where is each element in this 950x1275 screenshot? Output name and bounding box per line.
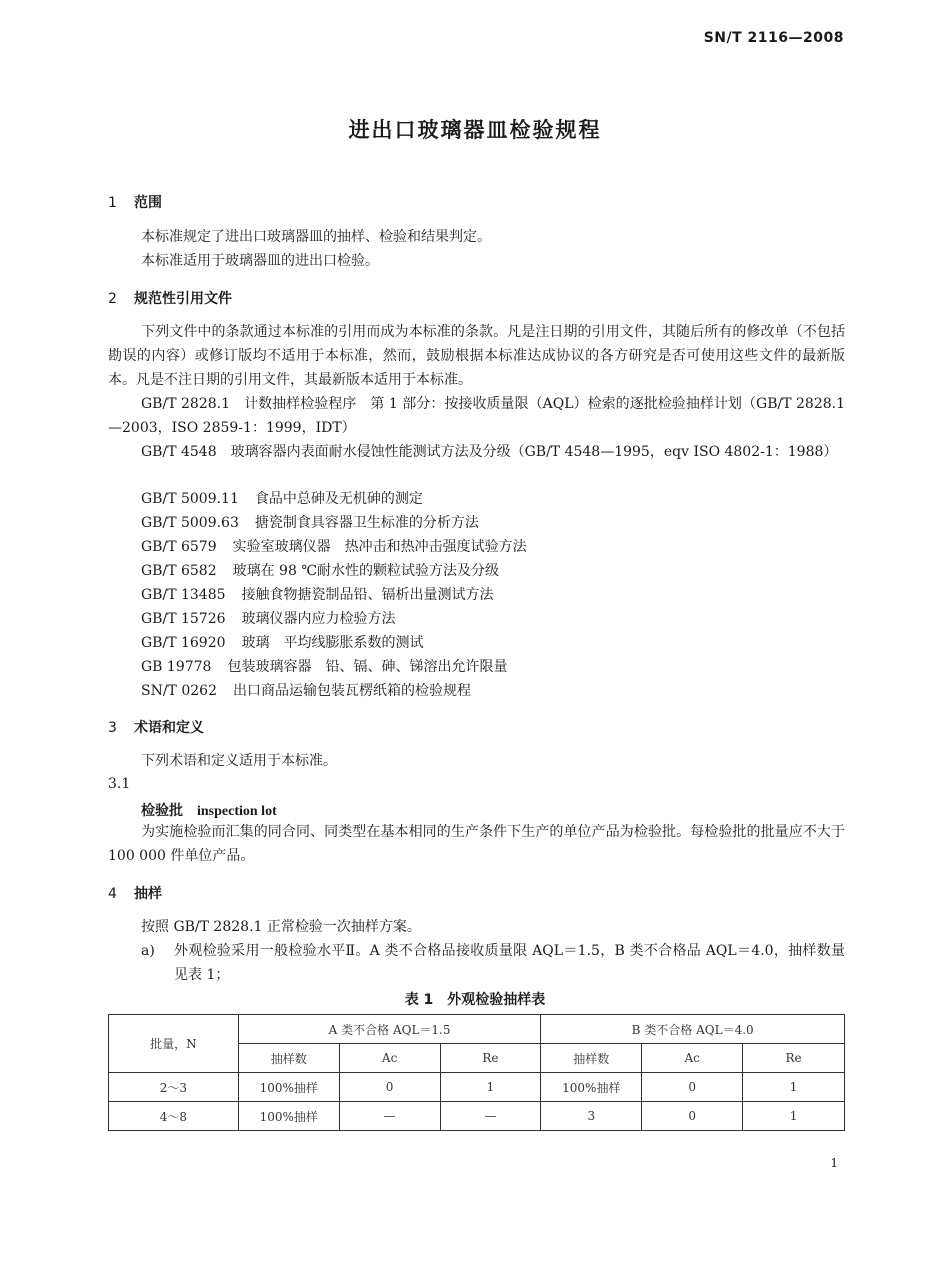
reference-title: 玻璃容器内表面耐水侵蚀性能测试方法及分级（GB/T 4548—1995，eqv ISO 4802-1：1988）	[230, 444, 838, 460]
column-header: Re	[743, 1044, 845, 1073]
reference-code: GB/T 2828.1	[141, 396, 230, 412]
table-cell: 0	[642, 1102, 743, 1131]
paragraph: 下列术语和定义适用于本标准。	[141, 753, 337, 769]
sampling-table	[108, 1014, 845, 1131]
table-cell: 4～8	[109, 1102, 239, 1131]
group-b-header: B 类不合格 AQL＝4.0	[541, 1015, 845, 1044]
reference-code: GB/T 6579	[141, 539, 217, 555]
column-header: 抽样数	[238, 1044, 339, 1073]
table-cell: 100%抽样	[541, 1073, 642, 1102]
column-header: Ac	[642, 1044, 743, 1073]
reference-title: 出口商品运输包装瓦楞纸箱的检验规程	[232, 683, 471, 699]
reference-title: 接触食物搪瓷制品铅、镉析出量测试方法	[241, 587, 494, 603]
table-cell: 100%抽样	[238, 1073, 339, 1102]
reference-code: GB/T 6582	[141, 563, 217, 579]
reference-item	[141, 512, 479, 532]
section-title: 规范性引用文件	[134, 291, 232, 307]
intro-text: 下列文件中的条款通过本标准的引用而成为本标准的条款。凡是注日期的引用文件，其随后所有的修改单（不包括勘误的内容）或修订版均不适用于本标准，然而，鼓励根据本标准达成协议的各方研究是否可使用这些文件的最新版本。凡是不注日期的引用文件，其最新版本适用于本标准。	[108, 324, 845, 388]
table-cell: —	[440, 1102, 541, 1131]
section-title: 范围	[134, 195, 162, 211]
reference-code: GB/T 5009.63	[141, 515, 239, 531]
reference-title: 玻璃 平均线膨胀系数的测试	[241, 635, 424, 651]
reference-item	[141, 584, 494, 604]
section-4-heading	[108, 883, 162, 903]
reference-item	[108, 440, 845, 464]
reference-item	[141, 680, 471, 700]
reference-title: 食品中总砷及无机砷的测定	[254, 491, 423, 507]
section-3-heading	[108, 717, 204, 737]
section-2-intro	[108, 320, 845, 392]
table-cell: 0	[642, 1073, 743, 1102]
reference-title: 实验室玻璃仪器 热冲击和热冲击强度试验方法	[232, 539, 527, 555]
table-cell: 1	[440, 1073, 541, 1102]
table-cell: —	[339, 1102, 440, 1131]
column-header: Ac	[339, 1044, 440, 1073]
reference-code: GB/T 15726	[141, 611, 226, 627]
reference-title: 玻璃在 98 ℃耐水性的颗粒试验方法及分级	[232, 563, 499, 579]
list-label: a)	[141, 943, 155, 959]
group-a-header: A 类不合格 AQL＝1.5	[238, 1015, 541, 1044]
reference-item	[141, 536, 527, 556]
term-english: inspection lot	[197, 804, 277, 819]
section-number: 1	[108, 195, 117, 211]
reference-item	[141, 560, 499, 580]
section-1-heading	[108, 192, 162, 212]
reference-title: 包装玻璃容器 铅、镉、砷、锑溶出允许限量	[227, 659, 508, 675]
reference-item	[141, 488, 423, 508]
reference-item	[108, 392, 845, 440]
standard-code: SN/T 2116—2008	[703, 30, 844, 46]
term-chinese: 检验批	[141, 803, 183, 819]
term-entry	[141, 800, 277, 820]
section-number: 2	[108, 291, 117, 307]
table-cell: 2～3	[109, 1073, 239, 1102]
section-number: 4	[108, 886, 117, 902]
table-row	[109, 1102, 845, 1131]
section-title: 术语和定义	[134, 720, 204, 736]
list-text: 外观检验采用一般检验水平Ⅱ。A 类不合格品接收质量限 AQL＝1.5，B 类不合格品 AQL＝4.0，抽样数量见表 1；	[174, 943, 845, 983]
reference-code: SN/T 0262	[141, 683, 217, 699]
definition-text: 为实施检验而汇集的同合同、同类型在基本相同的生产条件下生产的单位产品为检验批。每检验批的批量应不大于 100 000 件单位产品。	[108, 824, 845, 864]
reference-title: 搪瓷制食具容器卫生标准的分析方法	[254, 515, 479, 531]
reference-item	[141, 656, 507, 676]
page-number: 1	[830, 1156, 838, 1170]
table-cell: 100%抽样	[238, 1102, 339, 1131]
table-cell: 1	[743, 1073, 845, 1102]
reference-code: GB/T 16920	[141, 635, 226, 651]
table-header-row	[109, 1015, 845, 1044]
reference-code: GB/T 4548	[141, 444, 217, 460]
column-header: Re	[440, 1044, 541, 1073]
lot-size-header: 批量，N	[109, 1015, 239, 1073]
table-cell: 1	[743, 1102, 845, 1131]
reference-code: GB/T 13485	[141, 587, 226, 603]
section-title: 抽样	[134, 886, 162, 902]
term-definition	[108, 820, 845, 868]
column-header: 抽样数	[541, 1044, 642, 1073]
document-title: 进出口玻璃器皿检验规程	[348, 118, 602, 142]
reference-code: GB 19778	[141, 659, 212, 675]
table-cell: 0	[339, 1073, 440, 1102]
subsection-number: 3.1	[108, 776, 131, 792]
reference-title: 玻璃仪器内应力检验方法	[241, 611, 396, 627]
section-number: 3	[108, 720, 117, 736]
list-item-a	[141, 939, 845, 987]
reference-item	[141, 632, 424, 652]
section-2-heading	[108, 288, 232, 308]
table-caption: 表 1 外观检验抽样表	[404, 992, 546, 1008]
paragraph: 本标准适用于玻璃器皿的进出口检验。	[141, 253, 379, 269]
reference-title: 计数抽样检验程序 第 1 部分：按接收质量限（AQL）检索的逐批检验抽样计划（GB/T 2828.1—2003，ISO 2859-1：1999，IDT）	[108, 396, 846, 436]
paragraph: 按照 GB/T 2828.1 正常检验一次抽样方案。	[141, 919, 421, 935]
reference-code: GB/T 5009.11	[141, 491, 239, 507]
table-cell: 3	[541, 1102, 642, 1131]
table-row	[109, 1073, 845, 1102]
paragraph: 本标准规定了进出口玻璃器皿的抽样、检验和结果判定。	[141, 229, 491, 245]
reference-item	[141, 608, 396, 628]
